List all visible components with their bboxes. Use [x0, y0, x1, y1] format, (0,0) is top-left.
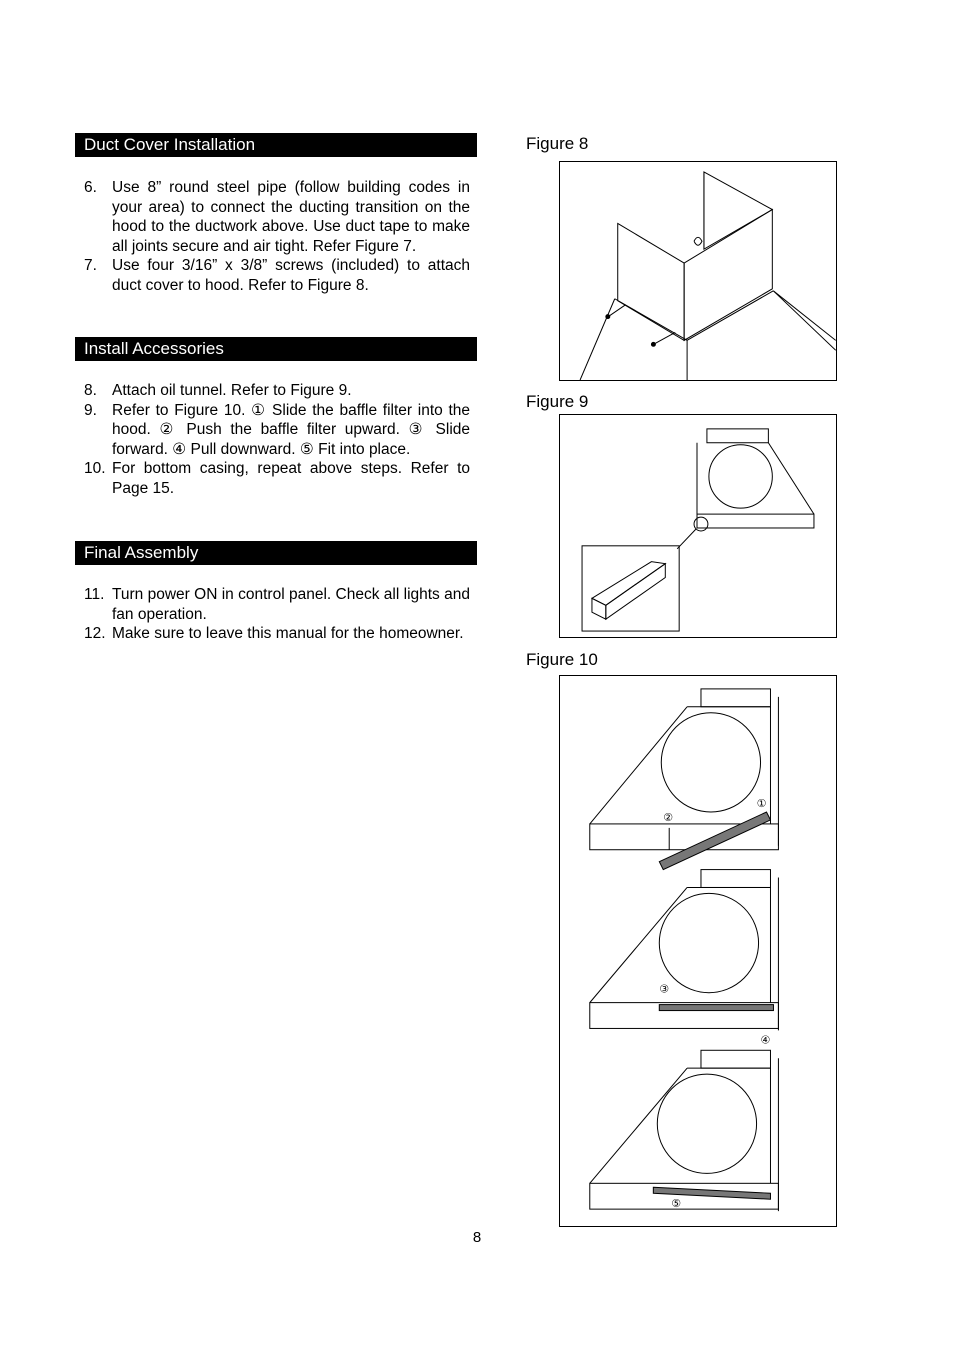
step-text: Use four 3/16” x 3/8” screws (included) to attach duct cover to hood. Refer to Figure 8.: [112, 257, 470, 294]
step-text: Turn power ON in control panel. Check all lights and fan operation.: [112, 586, 470, 623]
page-number: 8: [472, 1229, 482, 1246]
step-number: 8.: [84, 382, 97, 399]
section-heading-accessories: Install Accessories: [75, 337, 477, 361]
final-assembly-steps: [84, 585, 470, 644]
figure-10-illustration: [559, 675, 837, 1227]
step-text: Make sure to leave this manual for the homeowner.: [112, 625, 464, 643]
duct-cover-steps: [84, 178, 470, 296]
oil-tunnel-drawing: [582, 429, 814, 631]
marker-5: ⑤: [671, 1197, 681, 1211]
baffle-step-5: [590, 1050, 779, 1211]
marker-3: ③: [659, 982, 670, 996]
step-9: [84, 401, 470, 460]
accessories-steps: [84, 381, 470, 499]
step-number: 10.: [84, 460, 106, 478]
step-text: Refer to Figure 10. ① Slide the baffle filter into the hood. ② Push the baffle filter upward. ③ Slide forward. ④ Pull downward. ⑤ Fit into place.: [112, 401, 470, 458]
step-6: [84, 178, 470, 256]
baffle-step-3-4: [590, 870, 779, 1047]
step-number: 12.: [84, 625, 106, 643]
baffle-step-1-2: [590, 689, 779, 870]
marker-2: ②: [663, 810, 674, 824]
step-number: 11.: [84, 586, 105, 603]
figure-8-illustration: [559, 161, 837, 381]
step-number: 9.: [84, 401, 97, 419]
step-number: 6.: [84, 179, 97, 196]
marker-1: ①: [756, 797, 767, 811]
step-12: [84, 624, 470, 644]
step-7: [84, 256, 470, 295]
figure-9-illustration: [559, 414, 837, 638]
marker-4: ④: [760, 1033, 771, 1047]
figure-9-label: Figure 9: [526, 392, 589, 411]
section-heading-duct-cover: Duct Cover Installation: [75, 133, 477, 157]
step-8: [84, 381, 470, 401]
step-text: Attach oil tunnel. Refer to Figure 9.: [112, 382, 352, 399]
duct-cover-drawing: [580, 172, 836, 380]
step-10: [84, 459, 470, 498]
figure-8-label: Figure 8: [526, 134, 589, 153]
section-heading-final-assembly: Final Assembly: [75, 541, 477, 565]
step-text: Use 8” round steel pipe (follow building codes in your area) to connect the ducting transition on the hood to the ductwork above. Use duct tape to make all joints secure and air tight. Refer Figure 7.: [112, 179, 470, 255]
step-11: [84, 585, 470, 624]
figure-10-label: Figure 10: [526, 650, 598, 669]
step-number: 7.: [84, 257, 97, 275]
step-text: For bottom casing, repeat above steps. Refer to Page 15.: [112, 460, 470, 497]
